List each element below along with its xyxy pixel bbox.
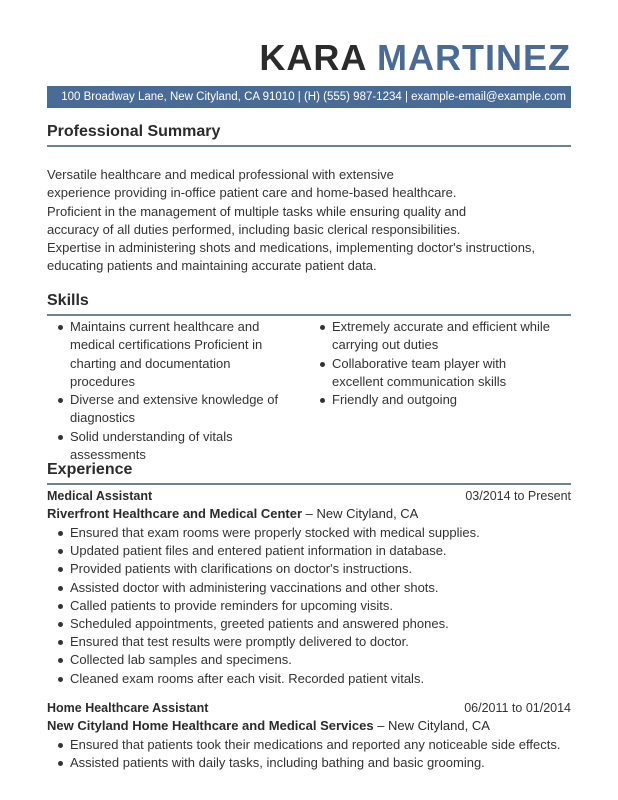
skill-item: Collaborative team player with excellent communication skills — [309, 355, 559, 392]
section-title-experience: Experience — [47, 460, 571, 485]
skills-list-left — [47, 318, 297, 464]
company-name: New Cityland Home Healthcare and Medical Services — [47, 718, 374, 733]
summary-line: Versatile healthcare and medical professional with extensive — [47, 167, 394, 182]
job-title: Medical Assistant — [47, 489, 153, 503]
summary-line: accuracy of all duties performed, including basic clerical responsibilities. — [47, 221, 461, 237]
job-dates: 03/2014 to Present — [465, 489, 571, 503]
job-company-line — [47, 505, 418, 523]
job-title: Home Healthcare Assistant — [47, 701, 209, 715]
candidate-name — [259, 38, 571, 78]
skill-item: Solid understanding of vitals assessments — [47, 428, 297, 465]
duty-item: Ensured that exam rooms were properly stocked with medical supplies. — [47, 524, 571, 542]
skill-item: Diverse and extensive knowledge of diagnostics — [47, 391, 297, 428]
company-name: Riverfront Healthcare and Medical Center — [47, 506, 303, 521]
duty-item: Assisted doctor with administering vaccinations and other shots. — [47, 579, 571, 597]
contact-banner: 100 Broadway Lane, New Cityland, CA 91010 | (H) (555) 987-1234 | example-email@example.com — [47, 86, 571, 108]
summary-line: experience providing in-office patient care and home-based healthcare. — [47, 185, 457, 201]
skill-item: Friendly and outgoing — [309, 391, 559, 409]
duty-item: Called patients to provide reminders for upcoming visits. — [47, 597, 571, 615]
duty-item: Collected lab samples and specimens. — [47, 651, 571, 669]
job-duties — [47, 524, 571, 688]
first-name: KARA — [259, 37, 366, 78]
duty-item: Ensured that patients took their medications and reported any noticeable side effects. — [47, 736, 571, 754]
skill-item: Extremely accurate and efficient while carrying out duties — [309, 318, 559, 355]
job-duties — [47, 736, 571, 772]
duty-item: Assisted patients with daily tasks, including bathing and basic grooming. — [47, 754, 571, 772]
company-location: – New Cityland, CA — [302, 506, 419, 521]
duty-item: Ensured that test results were promptly delivered to doctor. — [47, 633, 571, 651]
summary-line: Expertise in administering shots and medications, implementing doctor's instructions, — [47, 240, 536, 256]
summary-line: Proficient in the management of multiple tasks while ensuring quality and — [47, 203, 467, 219]
job-company-line — [47, 717, 490, 735]
section-title-skills: Skills — [47, 291, 571, 316]
last-name: MARTINEZ — [377, 37, 571, 78]
duty-item: Cleaned exam rooms after each visit. Recorded patient vitals. — [47, 670, 571, 688]
job-dates: 06/2011 to 01/2014 — [464, 701, 571, 715]
duty-item: Updated patient files and entered patient information in database. — [47, 542, 571, 560]
section-title-summary: Professional Summary — [47, 122, 571, 147]
skill-item: Maintains current healthcare and medical certifications Proficient in charting and documentation procedures — [47, 318, 297, 391]
duty-item: Scheduled appointments, greeted patients and answered phones. — [47, 615, 571, 633]
summary-line: educating patients and maintaining accurate patient data. — [47, 258, 377, 274]
summary-text — [47, 166, 571, 276]
duty-item: Provided patients with clarifications on doctor's instructions. — [47, 560, 571, 578]
company-location: – New Cityland, CA — [373, 718, 490, 733]
skills-list-right — [309, 318, 559, 409]
